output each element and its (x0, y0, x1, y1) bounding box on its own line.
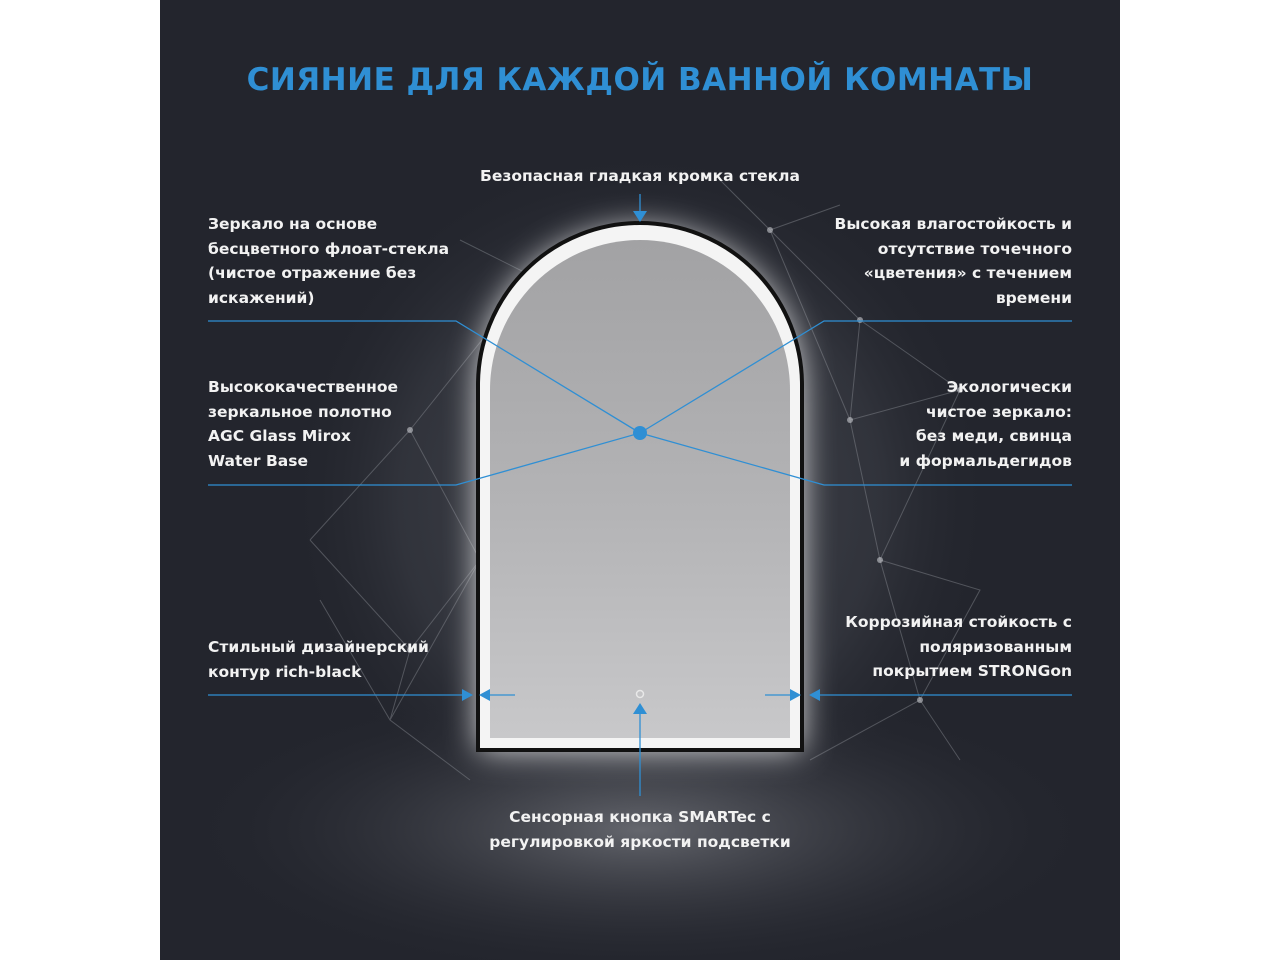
page-title: СИЯНИЕ ДЛЯ КАЖДОЙ ВАННОЙ КОМНАТЫ (246, 62, 1034, 98)
label-float-glass: Зеркало на основе бесцветного флоат-стекла (чистое отражение без искажений) (208, 215, 450, 307)
label-sensor: Сенсорная кнопка SMARTec с регулировкой яркости подсветки (489, 808, 791, 851)
label-eco: Экологически чистое зеркало: без меди, свинца и формальдегидов (899, 378, 1072, 470)
focus-dot-icon (633, 426, 647, 440)
label-agc-glass: Высококачественное зеркальное полотно AGC Glass Mirox Water Base (208, 378, 399, 470)
label-corrosion: Коррозийная стойкость с поляризованным покрытием STRONGon (845, 613, 1072, 680)
label-edge: Безопасная гладкая кромка стекла (480, 167, 800, 185)
label-moisture: Высокая влагостойкость и отсутствие точечного «цветения» с течением времени (834, 215, 1072, 307)
label-contour: Стильный дизайнерский контур rich-black (208, 638, 429, 681)
mirror-surface (490, 240, 790, 738)
infographic-panel (160, 0, 1120, 960)
